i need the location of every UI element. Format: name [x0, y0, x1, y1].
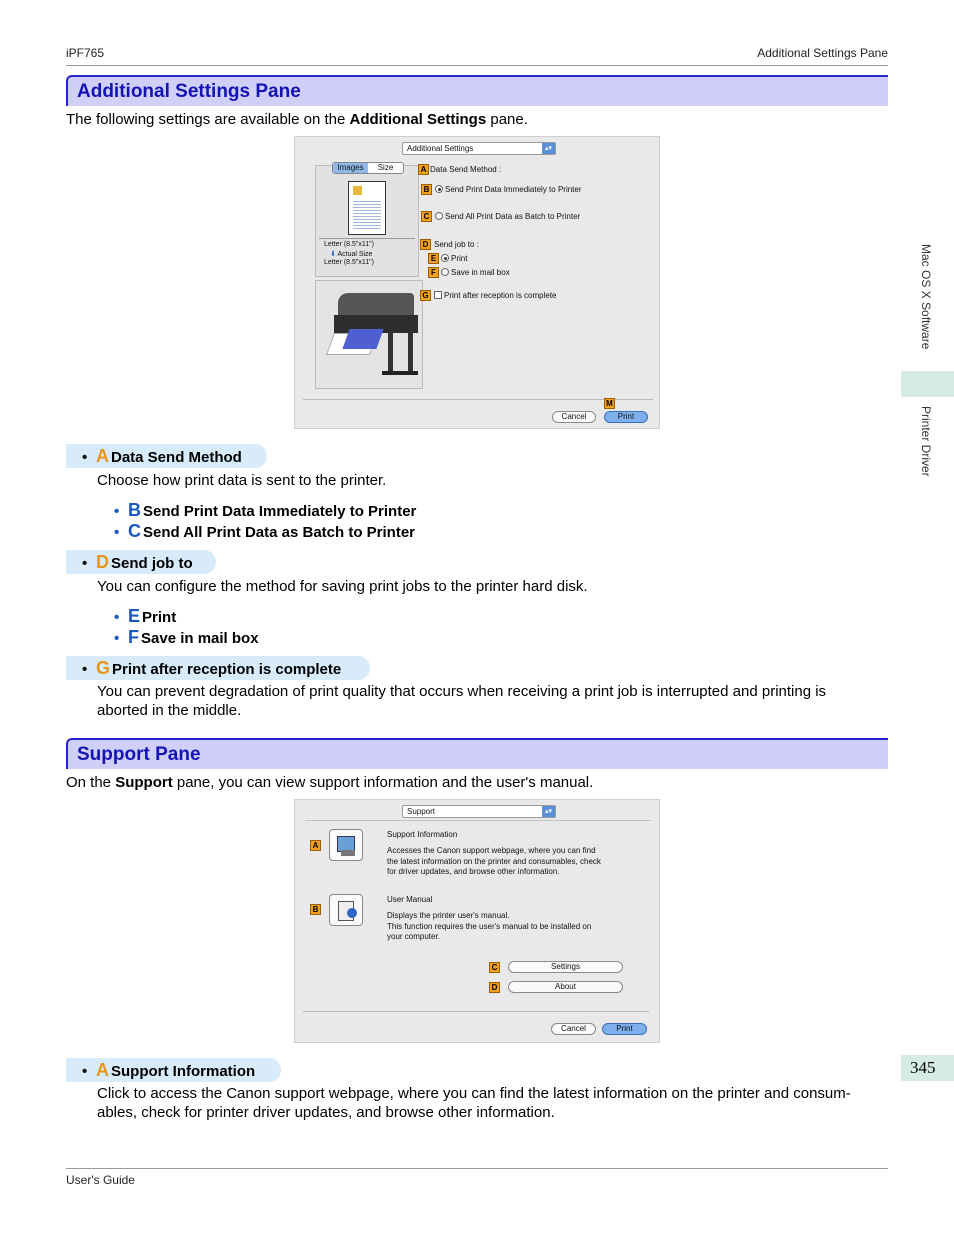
user-manual-line: Displays the printer user's manual.: [387, 911, 510, 920]
marker-e: E: [428, 253, 439, 264]
cancel-button[interactable]: Cancel: [551, 1023, 596, 1035]
printer-illustration: [315, 280, 423, 389]
support-info-icon[interactable]: [329, 829, 363, 861]
section-heading-additional-settings: [66, 75, 888, 106]
preview-divider: [319, 238, 415, 239]
footer-guide: User's Guide: [66, 1173, 135, 1187]
radio-save-in-mailbox[interactable]: Save in mail box: [441, 268, 510, 277]
side-tab-printer-driver[interactable]: Printer Driver: [919, 406, 933, 477]
label-send-job-to: Send job to :: [434, 240, 479, 249]
support-dropdown[interactable]: Support ▴▾: [402, 805, 556, 818]
preview-scale: ⬇ Actual Size: [330, 251, 373, 258]
support-item-desc-line2: ables, check for printer driver updates, and browse other information.: [97, 1104, 555, 1121]
radio-send-immediately[interactable]: Send Print Data Immediately to Printer: [435, 185, 582, 194]
user-manual-icon[interactable]: [329, 894, 363, 926]
settings-dropdown[interactable]: Additional Settings ▴▾: [402, 142, 556, 155]
about-button[interactable]: About: [508, 981, 623, 993]
subitem-send-batch: • C Send All Print Data as Batch to Printer: [114, 521, 415, 541]
support-item-desc-line1: Click to access the Canon support webpage, where you can find the latest information on the printer and consum-: [97, 1085, 851, 1102]
radio-send-batch[interactable]: Send All Print Data as Batch to Printer: [435, 212, 580, 221]
item-a-desc: Choose how print data is sent to the printer.: [97, 472, 387, 489]
side-tab-highlight: [901, 371, 954, 397]
header-product: iPF765: [66, 46, 105, 60]
item-data-send-method: • A Data Send Method: [82, 446, 242, 466]
page-number: 345: [901, 1055, 954, 1081]
user-manual-line: your computer.: [387, 932, 440, 941]
marker-d: D: [420, 239, 431, 250]
preview-output-size: Letter (8.5"x11"): [324, 259, 374, 266]
section-title: Additional Settings Pane: [77, 81, 301, 102]
header-rule: [66, 65, 888, 66]
preview-tabs[interactable]: [332, 162, 404, 174]
support-info-line: for driver updates, and browse other information.: [387, 867, 560, 876]
subitem-save-in-mailbox: • F Save in mail box: [114, 627, 259, 647]
section1-intro: The following settings are available on the Additional Settings pane.: [66, 111, 528, 128]
marker-d: D: [489, 982, 500, 993]
tab-size[interactable]: Size: [377, 163, 394, 172]
cancel-button[interactable]: Cancel: [552, 411, 596, 423]
dialog-divider: [305, 820, 651, 821]
item-print-after-reception: • G Print after reception is complete: [82, 658, 342, 678]
section2-intro: On the Support pane, you can view support information and the user's manual.: [66, 774, 594, 791]
marker-c: C: [489, 962, 500, 973]
subitem-print: • E Print: [114, 606, 177, 626]
marker-a: A: [310, 840, 321, 851]
page-preview-icon: [348, 181, 386, 235]
dialog-divider: [303, 399, 653, 400]
side-tab-mac[interactable]: Mac OS X Software: [919, 244, 933, 350]
additional-settings-screenshot: [294, 136, 660, 429]
subitem-send-immediately: • B Send Print Data Immediately to Printer: [114, 500, 417, 520]
tab-images[interactable]: Images: [333, 163, 368, 173]
item-g-desc-line2: aborted in the middle.: [97, 702, 242, 719]
support-info-title: Support Information: [387, 830, 458, 839]
user-manual-title: User Manual: [387, 895, 433, 904]
support-info-line: Accesses the Canon support webpage, where you can find: [387, 846, 596, 855]
print-button[interactable]: Print: [602, 1023, 647, 1035]
print-button[interactable]: Print: [604, 411, 648, 423]
user-manual-line: This function requires the user's manual to be installed on: [387, 922, 592, 931]
item-d-desc: You can configure the method for saving print jobs to the printer hard disk.: [97, 578, 588, 595]
marker-g: G: [420, 290, 431, 301]
dialog-divider: [303, 1011, 649, 1012]
section-title: Support Pane: [77, 744, 201, 765]
item-support-information: • A Support Information: [82, 1060, 256, 1080]
item-g-desc-line1: You can prevent degradation of print quality that occurs when receiving a print job is interrupted and printing is: [97, 683, 827, 700]
support-screenshot: [294, 799, 660, 1043]
settings-button[interactable]: Settings: [508, 961, 623, 973]
marker-m: M: [604, 398, 615, 409]
footer-rule: [66, 1168, 888, 1169]
label-data-send-method: Data Send Method :: [430, 165, 502, 174]
marker-f: F: [428, 267, 439, 278]
marker-c: C: [421, 211, 432, 222]
marker-b: B: [310, 904, 321, 915]
marker-a: A: [418, 164, 429, 175]
header-section: Additional Settings Pane: [757, 46, 888, 60]
checkbox-print-after-reception[interactable]: Print after reception is complete: [434, 291, 557, 300]
support-info-line: the latest information on the printer and consumables, check: [387, 857, 601, 866]
radio-print[interactable]: Print: [441, 254, 467, 263]
item-send-job-to: • D Send job to: [82, 552, 193, 572]
marker-b: B: [421, 184, 432, 195]
preview-paper-size: Letter (8.5"x11"): [324, 241, 374, 248]
section-heading-support-pane: [66, 738, 888, 769]
